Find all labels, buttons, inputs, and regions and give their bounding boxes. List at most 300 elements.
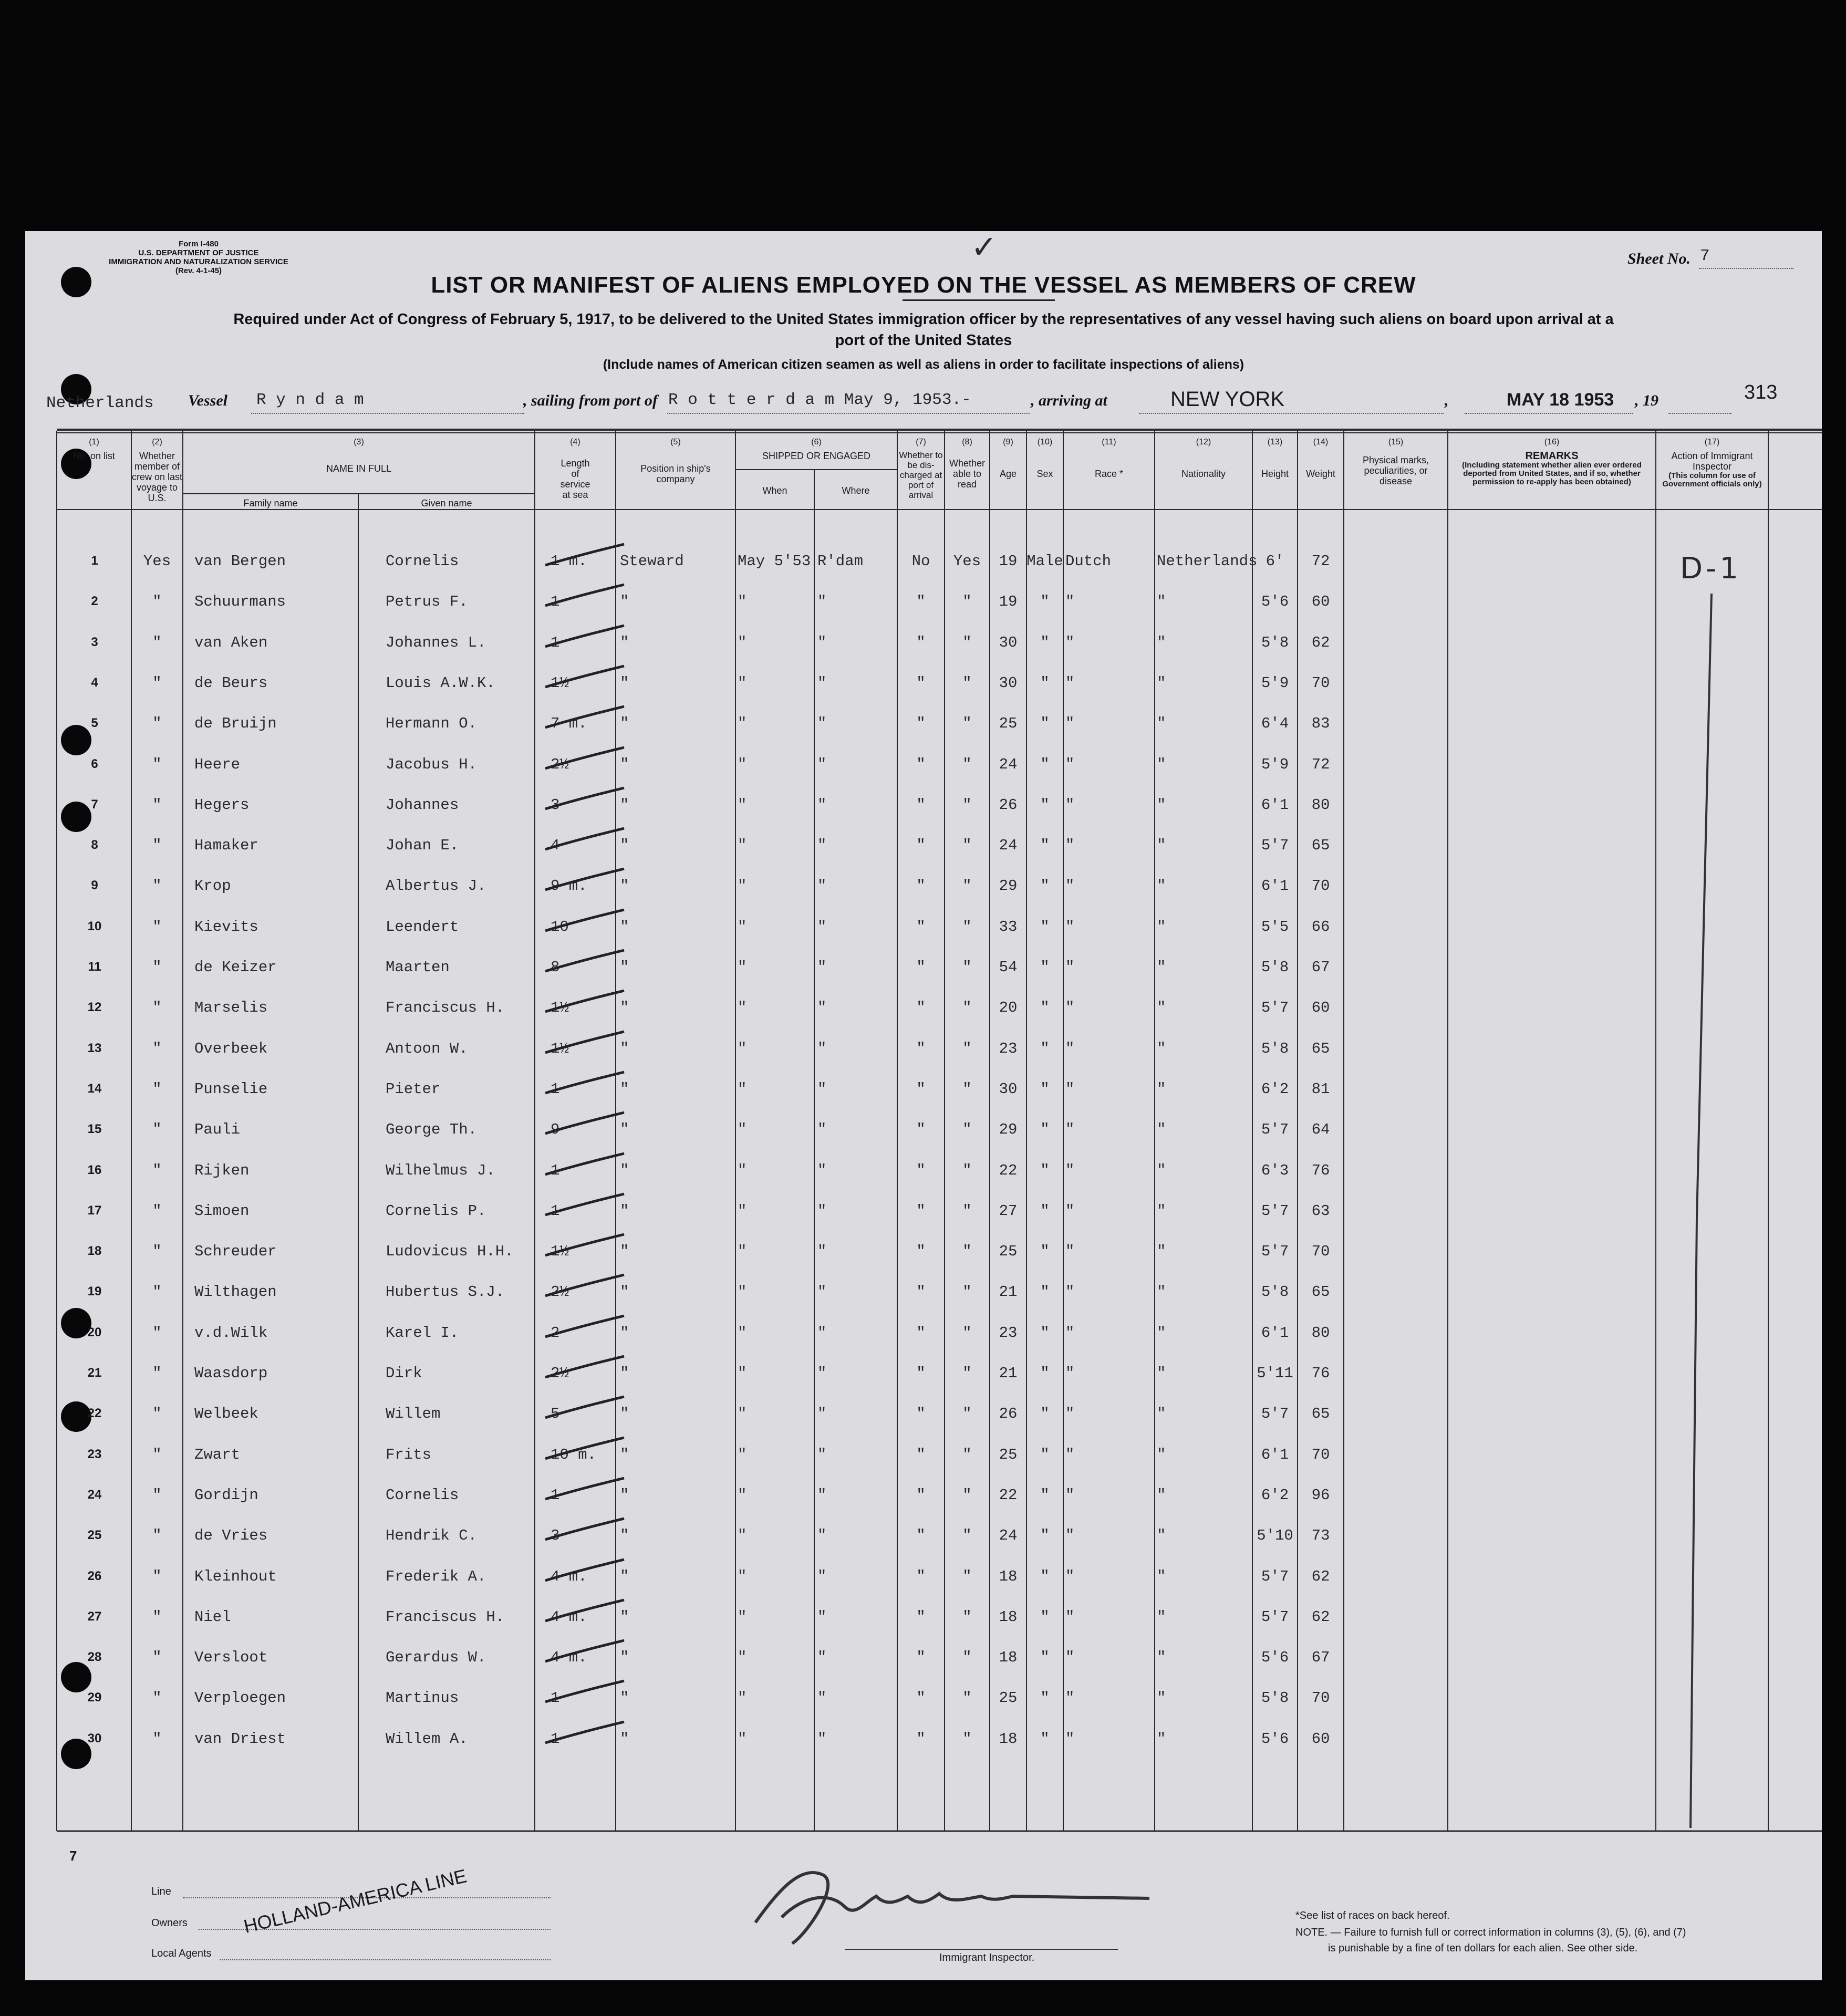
cell-when: " <box>738 1080 747 1098</box>
cell-read: " <box>962 1080 972 1098</box>
cell-age: 26 <box>999 1405 1018 1422</box>
cell-read: " <box>962 1405 972 1422</box>
cell-where: " <box>817 1080 827 1098</box>
check-tick <box>540 663 629 694</box>
cell-disch: " <box>916 959 926 976</box>
departure-port: R o t t e r d a m May 9, 1953.- <box>668 391 971 409</box>
owners-label: Owners <box>151 1917 188 1929</box>
cell-read: " <box>962 1608 972 1626</box>
cell-where: " <box>817 959 827 976</box>
cell-nat: " <box>1157 1040 1166 1057</box>
cell-family: de Vries <box>194 1527 268 1544</box>
cell-nat: " <box>1157 593 1166 610</box>
cell-race: " <box>1065 1568 1075 1585</box>
cell-age: 29 <box>999 1121 1018 1138</box>
cell-service: 4 m. <box>551 1568 587 1585</box>
row-number: 22 <box>87 1406 102 1420</box>
cell-when: " <box>738 634 747 651</box>
cell-height: 6'1 <box>1261 796 1289 814</box>
form-service: IMMIGRATION AND NATURALIZATION SERVICE <box>109 257 288 266</box>
cell-prev: " <box>152 1283 162 1301</box>
cell-disch: " <box>916 1324 926 1342</box>
cell-given: Antoon W. <box>386 1040 468 1057</box>
cell-sex: " <box>1040 593 1050 610</box>
cell-nat: " <box>1157 1446 1166 1463</box>
cell-read: " <box>962 1324 972 1342</box>
cell-age: 33 <box>999 918 1018 936</box>
cell-prev: " <box>152 1405 162 1422</box>
cell-weight: 72 <box>1311 756 1330 773</box>
cell-where: " <box>817 1527 827 1544</box>
cell-family: van Driest <box>194 1730 286 1748</box>
cell-sex: " <box>1040 959 1050 976</box>
cell-weight: 65 <box>1311 1405 1330 1422</box>
cell-family: Schreuder <box>194 1243 277 1260</box>
cell-where: " <box>817 1608 827 1626</box>
cell-where: " <box>817 1243 827 1260</box>
check-tick <box>540 1028 629 1060</box>
cell-prev: " <box>152 674 162 692</box>
cell-age: 24 <box>999 1527 1018 1544</box>
cell-family: Pauli <box>194 1121 241 1138</box>
cell-where: " <box>817 918 827 936</box>
cell-prev: " <box>152 1162 162 1179</box>
check-tick <box>540 866 629 897</box>
cell-race: " <box>1065 1649 1075 1666</box>
vessel-name: R y n d a m <box>256 391 364 409</box>
cell-position: " <box>620 1608 629 1626</box>
cell-read: " <box>962 1202 972 1220</box>
cell-age: 19 <box>999 593 1018 610</box>
cell-prev: " <box>152 1324 162 1342</box>
cell-nat: " <box>1157 959 1166 976</box>
check-tick <box>540 1515 629 1547</box>
row-number: 6 <box>91 757 98 771</box>
cell-weight: 72 <box>1311 553 1330 570</box>
cell-read: " <box>962 959 972 976</box>
cell-given: Dirk <box>386 1365 422 1382</box>
cell-sex: " <box>1040 1446 1050 1463</box>
cell-read: " <box>962 877 972 895</box>
cell-position: " <box>620 1649 629 1666</box>
cell-family: Overbeek <box>194 1040 268 1057</box>
cell-prev: " <box>152 1527 162 1544</box>
cell-nat: " <box>1157 1283 1166 1301</box>
cell-weight: 60 <box>1311 999 1330 1016</box>
check-tick <box>540 1637 629 1669</box>
cell-where: " <box>817 1162 827 1179</box>
cell-height: 5'7 <box>1261 1608 1289 1626</box>
cell-when: " <box>738 1487 747 1504</box>
cell-position: " <box>620 1243 629 1260</box>
cell-sex: " <box>1040 999 1050 1016</box>
cell-position: " <box>620 1689 629 1707</box>
cell-position: " <box>620 1568 629 1585</box>
cell-height: 5'7 <box>1261 1405 1289 1422</box>
row-number: 4 <box>91 676 98 690</box>
check-tick <box>540 541 629 573</box>
cell-when: " <box>738 796 747 814</box>
cell-family: Marselis <box>194 999 268 1016</box>
cell-prev: " <box>152 593 162 610</box>
cell-when: " <box>738 1121 747 1138</box>
cell-race: " <box>1065 999 1075 1016</box>
cell-nat: " <box>1157 1365 1166 1382</box>
cell-when: May 5'53 <box>738 553 811 570</box>
cell-disch: " <box>916 1365 926 1382</box>
col-header-service: (4) Length of service at sea <box>560 438 590 500</box>
cell-weight: 62 <box>1311 634 1330 651</box>
col-header-race: (11) Race * <box>1094 438 1124 479</box>
cell-when: " <box>738 877 747 895</box>
check-tick <box>540 744 629 776</box>
cell-disch: " <box>916 593 926 610</box>
cell-prev: " <box>152 918 162 936</box>
cell-nat: " <box>1157 1649 1166 1666</box>
cell-where: " <box>817 674 827 692</box>
col-header-age: (9) Age <box>999 438 1017 479</box>
check-tick <box>540 1556 629 1588</box>
cell-weight: 65 <box>1311 837 1330 854</box>
cell-given: Pieter <box>386 1080 441 1098</box>
penalty-note <box>1295 1927 1686 1939</box>
cell-age: 29 <box>999 877 1018 895</box>
cell-sex: " <box>1040 1040 1050 1057</box>
cell-height: 5'10 <box>1257 1527 1293 1544</box>
arriving-label: , arriving at <box>1031 392 1107 409</box>
cell-age: 30 <box>999 1080 1018 1098</box>
cell-disch: " <box>916 1568 926 1585</box>
cell-height: 5'8 <box>1261 1689 1289 1707</box>
cell-service: 1 <box>551 1080 560 1098</box>
cell-when: " <box>738 918 747 936</box>
cell-service: 10 <box>551 918 569 936</box>
cell-height: 6'1 <box>1261 1446 1289 1463</box>
inspector-line <box>1669 588 1743 1838</box>
cell-race: Dutch <box>1065 553 1112 570</box>
cell-where: " <box>817 1040 827 1057</box>
cell-nat: " <box>1157 1202 1166 1220</box>
cell-given: Hendrik C. <box>386 1527 478 1544</box>
cell-race: " <box>1065 756 1075 773</box>
cell-height: 5'7 <box>1261 1202 1289 1220</box>
cell-where: " <box>817 1283 827 1301</box>
row-number: 20 <box>87 1325 102 1339</box>
cell-family: Simoen <box>194 1202 250 1220</box>
cell-sex: " <box>1040 674 1050 692</box>
cell-when: " <box>738 837 747 854</box>
cell-disch: " <box>916 715 926 732</box>
cell-when: " <box>738 1649 747 1666</box>
cell-disch: " <box>916 1080 926 1098</box>
check-tick <box>540 1678 629 1709</box>
cell-race: " <box>1065 837 1075 854</box>
row-number: 11 <box>88 960 101 974</box>
cell-disch: " <box>916 999 926 1016</box>
cell-age: 24 <box>999 756 1018 773</box>
cell-disch: " <box>916 918 926 936</box>
cell-age: 30 <box>999 674 1018 692</box>
cell-service: 5 <box>551 1405 560 1422</box>
cell-where: " <box>817 1121 827 1138</box>
cell-where: " <box>817 1487 827 1504</box>
check-tick <box>540 622 629 654</box>
cell-height: 5'7 <box>1261 999 1289 1016</box>
cell-prev: " <box>152 1649 162 1666</box>
cell-sex: " <box>1040 796 1050 814</box>
cell-race: " <box>1065 1202 1075 1220</box>
cell-service: 1½ <box>551 1243 569 1260</box>
check-tick <box>540 703 629 735</box>
cell-read: " <box>962 1283 972 1301</box>
cell-position: " <box>620 1040 629 1057</box>
subtitle-note: (Include names of American citizen seamen as well as aliens in order to facilitate inspections of aliens) <box>603 357 1245 372</box>
cell-disch: " <box>916 796 926 814</box>
cell-nat: " <box>1157 756 1166 773</box>
cell-read: " <box>962 715 972 732</box>
cell-read: " <box>962 593 972 610</box>
col-header-given-name: Given name <box>421 498 472 508</box>
cell-read: " <box>962 918 972 936</box>
cell-height: 6'2 <box>1261 1080 1289 1098</box>
cell-service: 1 <box>551 1202 560 1220</box>
cell-where: " <box>817 796 827 814</box>
cell-sex: " <box>1040 715 1050 732</box>
cell-when: " <box>738 1405 747 1422</box>
cell-weight: 65 <box>1311 1283 1330 1301</box>
cell-sex: " <box>1040 1365 1050 1382</box>
cell-position: " <box>620 1487 629 1504</box>
inspector-label: Immigrant Inspector. <box>939 1952 1035 1963</box>
cell-position: " <box>620 674 629 692</box>
check-tick <box>540 1353 629 1385</box>
col-header-shipped: (6) SHIPPED OR ENGAGED <box>762 438 871 461</box>
cell-position: " <box>620 796 629 814</box>
col-header-discharged: (7) Whether to be dis-charged at port of arrival <box>899 438 943 500</box>
cell-disch: " <box>916 634 926 651</box>
cell-service: 1 <box>551 1689 560 1707</box>
col-header-family-name: Family name <box>243 498 298 508</box>
cell-family: Kleinhout <box>194 1568 277 1585</box>
cell-race: " <box>1065 593 1075 610</box>
row-number: 26 <box>87 1569 102 1583</box>
check-tick <box>540 907 629 938</box>
cell-prev: " <box>152 1080 162 1098</box>
cell-service: 1½ <box>551 1040 569 1057</box>
cell-where: " <box>817 1730 827 1748</box>
col-header-weight: (14) Weight <box>1306 438 1335 479</box>
cell-prev: " <box>152 837 162 854</box>
cell-height: 5'11 <box>1257 1365 1293 1382</box>
cell-where: " <box>817 756 827 773</box>
check-tick <box>540 1597 629 1628</box>
cell-family: de Beurs <box>194 674 268 692</box>
cell-family: Rijken <box>194 1162 250 1179</box>
cell-disch: " <box>916 1527 926 1544</box>
cell-height: 5'9 <box>1261 674 1289 692</box>
cell-sex: " <box>1040 1568 1050 1585</box>
check-tick <box>540 1231 629 1263</box>
cell-nat: " <box>1157 1608 1166 1626</box>
cell-family: Verploegen <box>194 1689 286 1707</box>
cell-nat: " <box>1157 918 1166 936</box>
cell-age: 21 <box>999 1365 1018 1382</box>
cell-height: 5'5 <box>1261 918 1289 936</box>
cell-nat: " <box>1157 1324 1166 1342</box>
cell-race: " <box>1065 1446 1075 1463</box>
cell-height: 5'7 <box>1261 1568 1289 1585</box>
cell-nat: " <box>1157 1527 1166 1544</box>
cell-read: " <box>962 1243 972 1260</box>
row-number: 10 <box>87 919 102 933</box>
cell-family: Waasdorp <box>194 1365 268 1382</box>
cell-where: " <box>817 1405 827 1422</box>
row-number: 29 <box>87 1690 102 1705</box>
race-note: *See list of races on back hereof. <box>1295 1910 1450 1921</box>
inspector-signature <box>719 1844 1160 1949</box>
cell-service: 1 <box>551 634 560 651</box>
cell-where: " <box>817 1568 827 1585</box>
cell-disch: " <box>916 674 926 692</box>
check-tick <box>540 1719 629 1750</box>
cell-sex: " <box>1040 1487 1050 1504</box>
cell-family: Kievits <box>194 918 258 936</box>
cell-weight: 81 <box>1311 1080 1330 1098</box>
col-header-no: (1) No. on list <box>72 438 116 461</box>
cell-race: " <box>1065 1162 1075 1179</box>
col-header-nationality: (12) Nationality <box>1181 438 1226 479</box>
cell-sex: " <box>1040 1527 1050 1544</box>
cell-family: Hamaker <box>194 837 258 854</box>
form-number: Form I-480 <box>179 240 219 248</box>
row-number: 30 <box>87 1731 102 1745</box>
cell-when: " <box>738 1283 747 1301</box>
cell-nat: " <box>1157 796 1166 814</box>
cell-given: Ludovicus H.H. <box>386 1243 514 1260</box>
cell-height: 6'1 <box>1261 877 1289 895</box>
cell-where: " <box>817 877 827 895</box>
cell-read: " <box>962 1162 972 1179</box>
col-header-height: (13) Height <box>1261 438 1289 479</box>
cell-read: " <box>962 634 972 651</box>
cell-disch: " <box>916 1608 926 1626</box>
check-tick <box>540 1313 629 1344</box>
cell-given: Cornelis P. <box>386 1202 486 1220</box>
cell-given: Cornelis <box>386 1487 459 1504</box>
cell-service: 3 <box>551 1527 560 1544</box>
cell-given: Franciscus H. <box>386 1608 505 1626</box>
cell-family: Gordijn <box>194 1487 258 1504</box>
cell-race: " <box>1065 1121 1075 1138</box>
cell-given: Louis A.W.K. <box>386 674 495 692</box>
cell-nat: " <box>1157 674 1166 692</box>
cell-race: " <box>1065 715 1075 732</box>
cell-sex: " <box>1040 756 1050 773</box>
cell-weight: 70 <box>1311 1689 1330 1707</box>
cell-prev: " <box>152 1365 162 1382</box>
cell-where: " <box>817 634 827 651</box>
cell-race: " <box>1065 1730 1075 1748</box>
cell-age: 25 <box>999 1689 1018 1707</box>
cell-nat: " <box>1157 1162 1166 1179</box>
cell-where: " <box>817 999 827 1016</box>
cell-position: " <box>620 1121 629 1138</box>
cell-height: 5'8 <box>1261 634 1289 651</box>
cell-sex: " <box>1040 1202 1050 1220</box>
cell-height: 5'7 <box>1261 837 1289 854</box>
cell-family: Punselie <box>194 1080 268 1098</box>
cell-race: " <box>1065 1040 1075 1057</box>
line-label: Line <box>151 1886 171 1897</box>
cell-disch: " <box>916 877 926 895</box>
cell-where: " <box>817 715 827 732</box>
cell-position: " <box>620 999 629 1016</box>
cell-age: 22 <box>999 1162 1018 1179</box>
cell-height: 6'3 <box>1261 1162 1289 1179</box>
cell-service: 4 m. <box>551 1649 587 1666</box>
check-tick <box>540 1150 629 1182</box>
cell-when: " <box>738 1446 747 1463</box>
cell-nat: " <box>1157 999 1166 1016</box>
cell-weight: 67 <box>1311 959 1330 976</box>
cell-when: " <box>738 1689 747 1707</box>
cell-when: " <box>738 1202 747 1220</box>
cell-prev: " <box>152 1730 162 1748</box>
cell-prev: " <box>152 1689 162 1707</box>
cell-where: " <box>817 1202 827 1220</box>
cell-service: 7 m. <box>551 715 587 732</box>
cell-given: Petrus F. <box>386 593 468 610</box>
cell-nat: " <box>1157 877 1166 895</box>
cell-service: 1 <box>551 593 560 610</box>
check-tick <box>540 1394 629 1425</box>
subtitle-act: Required under Act of Congress of February 5, 1917, to be delivered to the United States immigration officer by the representatives of any vessel having such aliens on board upon arrival at a <box>233 311 1614 328</box>
row-number: 28 <box>87 1650 102 1664</box>
cell-family: Krop <box>194 877 231 895</box>
cell-prev: " <box>152 1040 162 1057</box>
cell-given: Martinus <box>386 1689 459 1707</box>
cell-read: " <box>962 1568 972 1585</box>
year-label: , 19 <box>1635 392 1658 409</box>
cell-weight: 80 <box>1311 1324 1330 1342</box>
cell-sex: Male <box>1026 553 1063 570</box>
cell-disch: " <box>916 1162 926 1179</box>
cell-sex: " <box>1040 877 1050 895</box>
cell-race: " <box>1065 1487 1075 1504</box>
cell-given: Gerardus W. <box>386 1649 486 1666</box>
cell-given: Frederik A. <box>386 1568 486 1585</box>
cell-position: " <box>620 918 629 936</box>
cell-given: Albertus J. <box>386 877 486 895</box>
cell-weight: 70 <box>1311 674 1330 692</box>
cell-weight: 66 <box>1311 918 1330 936</box>
cell-weight: 76 <box>1311 1365 1330 1382</box>
cell-sex: " <box>1040 1162 1050 1179</box>
cell-prev: " <box>152 1243 162 1260</box>
cell-weight: 73 <box>1311 1527 1330 1544</box>
check-tick <box>540 1191 629 1222</box>
row-number: 18 <box>87 1244 102 1258</box>
cell-nat: " <box>1157 1568 1166 1585</box>
cell-weight: 67 <box>1311 1649 1330 1666</box>
row-number: 24 <box>87 1488 102 1502</box>
cell-nat: " <box>1157 1121 1166 1138</box>
row-number: 2 <box>91 594 98 608</box>
cell-nat: " <box>1157 1730 1166 1748</box>
comma: , <box>1445 392 1449 409</box>
cell-position: " <box>620 837 629 854</box>
cell-prev: Yes <box>143 553 171 570</box>
